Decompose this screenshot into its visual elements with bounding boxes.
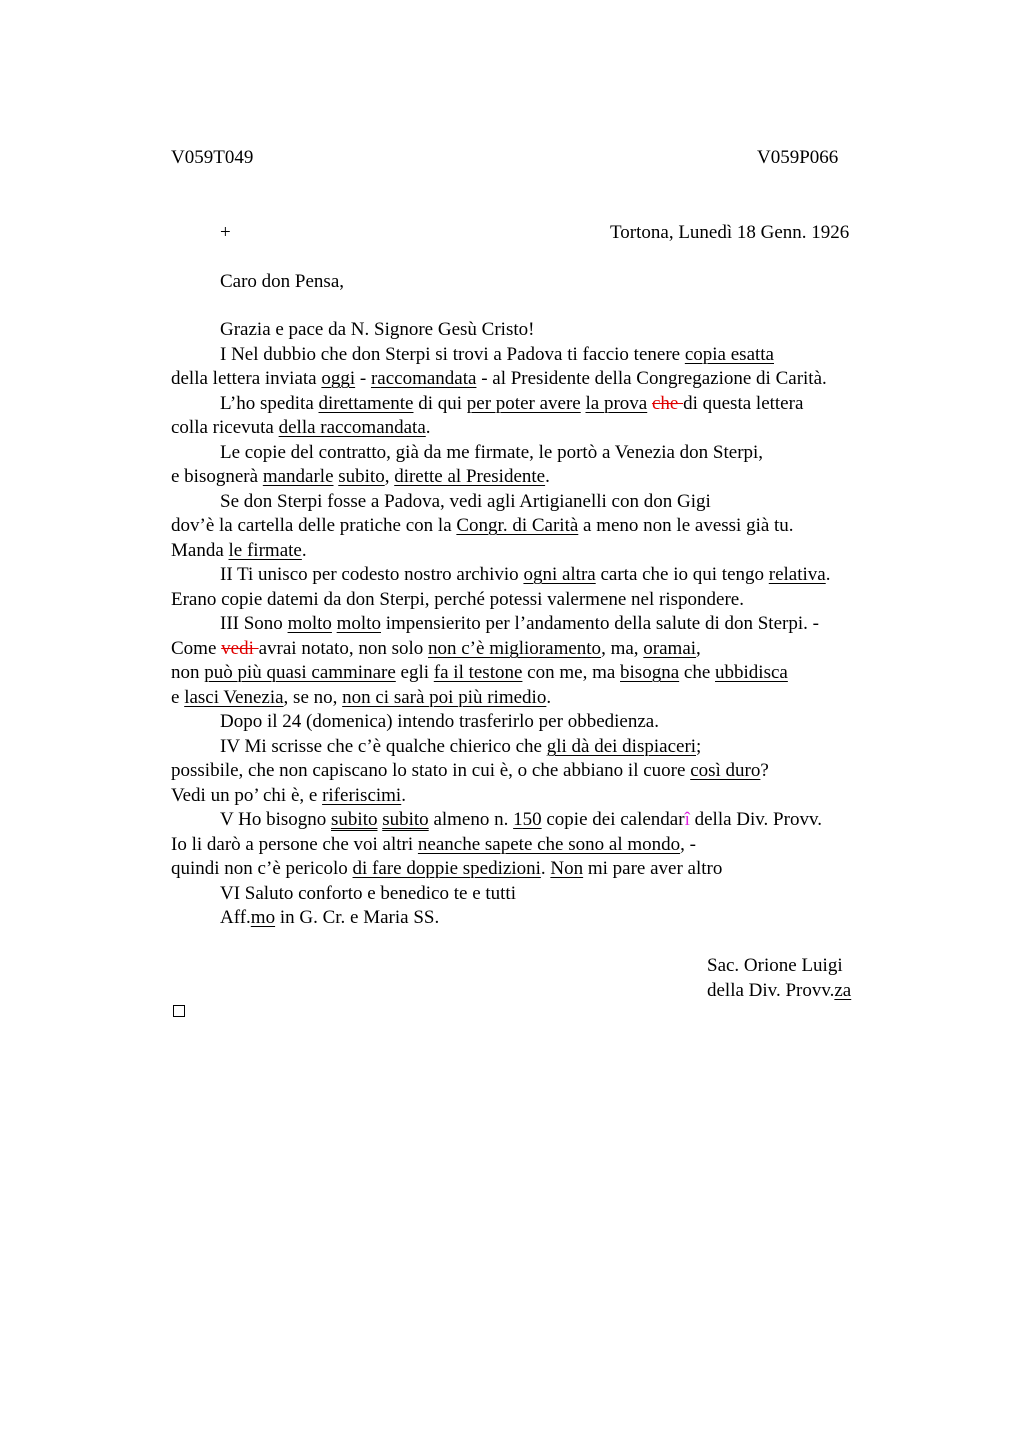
left-code: V059T049	[171, 147, 254, 168]
checkbox-mark-icon	[173, 1005, 185, 1017]
body-line-2: della lettera inviata oggi - raccomandata - al Presidente della Congregazione di Carità.	[171, 368, 827, 389]
body-line-9: Manda le firmate.	[171, 540, 307, 561]
deleted-word: vedi	[221, 638, 259, 659]
body-line-21: Io li darò a persone che voi altri neanche sapete che sono al mondo, -	[171, 834, 696, 855]
deleted-word: che	[651, 393, 684, 414]
body-line-10: II Ti unisco per codesto nostro archivio ogni altra carta che io qui tengo relativa.	[220, 564, 831, 585]
salutation: Caro don Pensa,	[220, 271, 345, 292]
body-line-7: Se don Sterpi fosse a Padova, vedi agli Artigianelli con don Gigi	[220, 491, 711, 512]
signature-name: Sac. Orione Luigi	[707, 955, 843, 976]
body-line-24: Aff.mo in G. Cr. e Maria SS.	[220, 907, 440, 928]
place-date: Tortona, Lunedì 18 Genn. 1926	[610, 222, 850, 243]
cross-mark: +	[220, 222, 231, 243]
body-line-16: Dopo il 24 (domenica) intendo trasferirlo per obbedienza.	[220, 711, 659, 732]
body-line-8: dov’è la cartella delle pratiche con la Congr. di Carità a meno non le avessi già tu.	[171, 515, 794, 536]
body-line-19: Vedi un po’ chi è, e riferiscimi.	[171, 785, 406, 806]
right-code: V059P066	[757, 147, 839, 168]
signature-order: della Div. Provv.za	[707, 980, 852, 1001]
body-line-22: quindi non c’è pericolo di fare doppie spedizioni. Non mi pare aver altro	[171, 858, 723, 879]
body-line-11: Erano copie datemi da don Sterpi, perché potessi valermene nel rispondere.	[171, 589, 744, 610]
body-line-13: Come vedi avrai notato, non solo non c’è miglioramento, ma, oramai,	[171, 638, 701, 659]
body-line-14: non può più quasi camminare egli fa il testone con me, ma bisogna che ubbidisca	[171, 662, 788, 683]
body-line-4: colla ricevuta della raccomandata.	[171, 417, 431, 438]
body-line-1: I Nel dubbio che don Sterpi si trovi a Padova ti faccio tenere copia esatta	[220, 344, 774, 365]
body-line-23: VI Saluto conforto e benedico te e tutti	[220, 883, 516, 904]
body-line-12: III Sono molto molto impensierito per l’andamento della salute di don Sterpi. -	[220, 613, 819, 634]
body-line-20: V Ho bisogno subito subito almeno n. 150 copie dei calendarî della Div. Provv.	[220, 809, 822, 830]
body-line-3: L’ho spedita direttamente di qui per poter avere la prova che di questa lettera	[220, 393, 804, 414]
body-line-6: e bisognerà mandarle subito, dirette al Presidente.	[171, 466, 550, 487]
body-line-18: possibile, che non capiscano lo stato in cui è, o che abbiano il cuore così duro?	[171, 760, 769, 781]
inserted-char: î	[684, 809, 690, 830]
body-line-17: IV Mi scrisse che c’è qualche chierico che gli dà dei dispiaceri;	[220, 736, 702, 757]
body-line-5: Le copie del contratto, già da me firmate, le portò a Venezia don Sterpi,	[220, 442, 764, 463]
greeting: Grazia e pace da N. Signore Gesù Cristo!	[220, 319, 535, 340]
body-line-15: e lasci Venezia, se no, non ci sarà poi più rimedio.	[171, 687, 552, 708]
